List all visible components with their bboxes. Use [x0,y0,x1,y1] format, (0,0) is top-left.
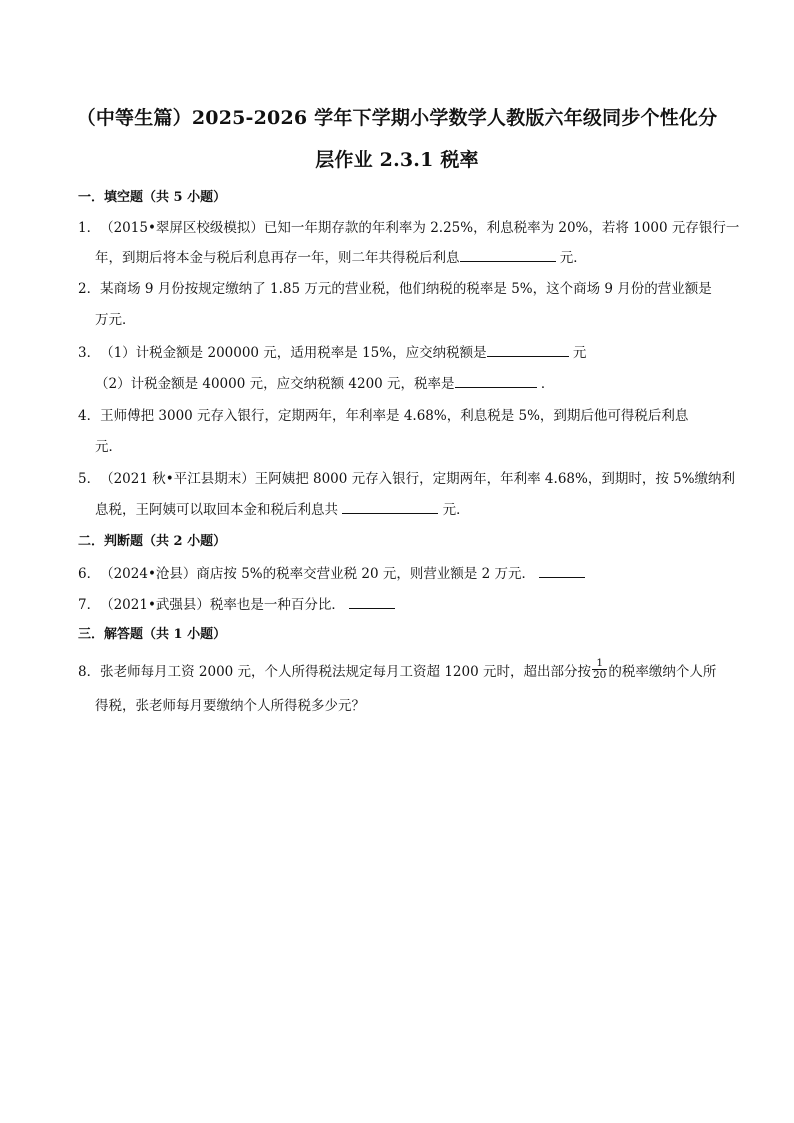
fraction-numerator: 1 [592,658,607,670]
question-2-line-1 [78,277,712,297]
question-1-line-1 [78,216,739,236]
question-text: 元． [555,250,587,266]
question-text: （2015•翠屏区校级模拟）已知一年期存款的年利率为 2.25%，利息税率为 20%，若将 1000 元存银行一 [100,220,740,236]
answer-blank[interactable] [539,563,585,578]
question-8-line-2 [95,694,365,714]
section-heading-fill-in: 一．填空题（共 5 小题） [78,190,227,205]
section-heading-answer: 三．解答题（共 1 小题） [78,627,227,642]
answer-blank[interactable] [349,594,395,609]
question-4-line-1 [78,404,688,424]
question-text: 元 [568,345,587,361]
answer-blank[interactable] [460,247,556,262]
question-text: （2021•武强县）税率也是一种百分比． [100,597,345,613]
answer-blank[interactable] [455,373,537,388]
question-text: （1）计税金额是 200000 元，适用税率是 15%，应交纳税额是 [100,345,487,361]
question-1-line-2 [95,246,587,266]
question-text: （2024•沧县）商店按 5%的税率交营业税 20 元，则营业额是 2 万元． [100,566,536,582]
fraction [592,658,607,681]
question-text: 的税率缴纳个人所 [608,664,717,680]
question-text: 张老师每月工资 2000 元，个人所得税法规定每月工资超 1200 元时，超出部分按 [100,664,591,680]
answer-blank[interactable] [342,499,438,514]
question-text: 元． [95,439,122,455]
question-number: 4． [78,408,101,424]
fraction-denominator: 20 [592,669,607,681]
question-text: 年，到期后将本金与税后利息再存一年，则二年共得税后利息 [95,250,460,266]
question-text: （2）计税金额是 40000 元，应交纳税额 4200 元，税率是 [95,376,455,392]
question-6-line-1 [78,562,585,582]
question-4-line-2 [95,435,122,455]
question-text: 万元． [95,312,136,328]
question-5-line-2 [95,498,470,518]
question-text: （2021 秋•平江县期末）王阿姨把 8000 元存入银行，定期两年，年利率 4.68%，到期时，按 5%缴纳利 [100,471,736,487]
section-heading-true-false: 二．判断题（共 2 小题） [78,534,227,549]
question-7-line-1 [78,593,395,613]
answer-blank[interactable] [487,342,569,357]
question-number: 1． [78,220,101,236]
question-3-line-1 [78,341,586,361]
document-title-line-2: 层作业 2.3.1 税率 [315,149,479,171]
question-number: 6． [78,566,101,582]
question-2-line-2 [95,308,136,328]
question-number: 5． [78,471,101,487]
question-text: 得税，张老师每月要缴纳个人所得税多少元？ [95,698,365,714]
question-3-line-2 [95,372,554,392]
question-number: 2． [78,281,101,297]
question-number: 3． [78,345,101,361]
document-title-line-1: （中等生篇）2025-2026 学年下学期小学数学人教版六年级同步个性化分 [76,107,718,129]
question-text: ． [536,376,555,392]
question-text: 某商场 9 月份按规定缴纳了 1.85 万元的营业税，他们纳税的税率是 5%，这个商场 9 月份的营业额是 [100,281,712,297]
question-text: 息税，王阿姨可以取回本金和税后利息共 [95,502,338,518]
question-number: 8． [78,664,101,680]
question-text: 元． [438,502,470,518]
question-number: 7． [78,597,101,613]
question-8-line-1 [78,657,717,684]
question-text: 王师傅把 3000 元存入银行，定期两年，年利率是 4.68%，利息税是 5%，到期后他可得税后利息 [100,408,689,424]
question-5-line-1 [78,467,735,487]
